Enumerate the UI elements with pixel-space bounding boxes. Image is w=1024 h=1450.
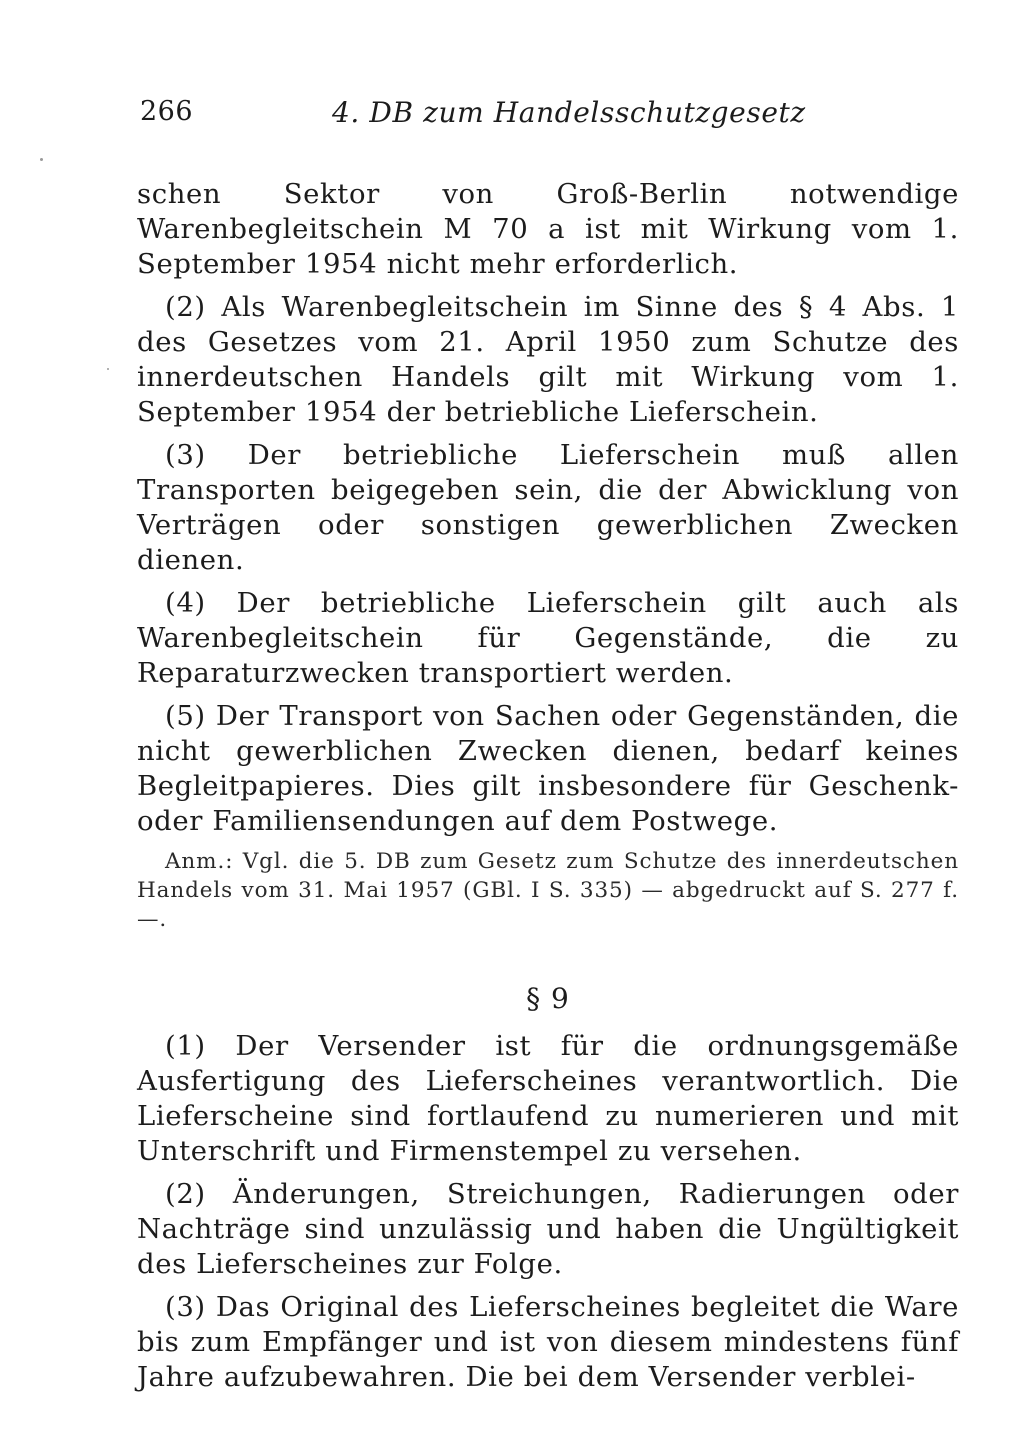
- paragraph-continuation: schen Sektor von Groß-Berlin notwendige Warenbegleitschein M 70 a ist mit Wirkung vom 1. September 1954 nicht mehr erforderlich.: [137, 178, 959, 280]
- section-heading: § 9: [526, 982, 570, 1015]
- body-text: [137, 177, 959, 1403]
- running-title: 4. DB zum Handelsschutzgesetz: [332, 96, 806, 129]
- section-paragraph-3: (3) Das Original des Lieferscheines begleitet die Ware bis zum Empfänger und ist von diesem mindestens fünf Jahre aufzubewahren. Die bei dem Versender verblei-: [137, 1291, 959, 1393]
- scan-speck: [107, 368, 109, 370]
- paragraph-2: (2) Als Warenbegleitschein im Sinne des § 4 Abs. 1 des Gesetzes vom 21. April 1950 zum Schutze des innerdeutschen Handels gilt mit Wirkung vom 1. September 1954 der betriebliche Lieferschein.: [137, 291, 959, 428]
- paragraph-4: (4) Der betriebliche Lieferschein gilt auch als Warenbegleitschein für Gegenstände, die zu Reparaturzwecken transportiert werden.: [137, 587, 959, 689]
- scan-speck: [40, 158, 43, 161]
- section-paragraph-1: (1) Der Versender ist für die ordnungsgemäße Ausfertigung des Lieferscheines verantwortlich. Die Lieferscheine sind fortlaufend zu numerieren und mit Unterschrift und Firmenstempel zu versehen.: [137, 1030, 959, 1167]
- section-paragraph-2: (2) Änderungen, Streichungen, Radierungen oder Nachträge sind unzulässig und haben die Ungültigkeit des Lieferscheines zur Folge.: [137, 1178, 959, 1280]
- annotation-note: Anm.: Vgl. die 5. DB zum Gesetz zum Schutze des innerdeutschen Handels vom 31. Mai 1957 (GBl. I S. 335) — abgedruckt auf S. 277 f. —.: [137, 849, 959, 932]
- page-number: 266: [140, 96, 194, 127]
- paragraph-5: (5) Der Transport von Sachen oder Gegenständen, die nicht gewerblichen Zwecken dienen, bedarf keines Begleitpapieres. Dies gilt insbesondere für Geschenk- oder Familiensendungen auf dem Postwege.: [137, 700, 959, 837]
- paragraph-3: (3) Der betriebliche Lieferschein muß allen Transporten beigegeben sein, die der Abwicklung von Verträgen oder sonstigen gewerblichen Zwecken dienen.: [137, 439, 959, 576]
- page-header: [140, 96, 960, 136]
